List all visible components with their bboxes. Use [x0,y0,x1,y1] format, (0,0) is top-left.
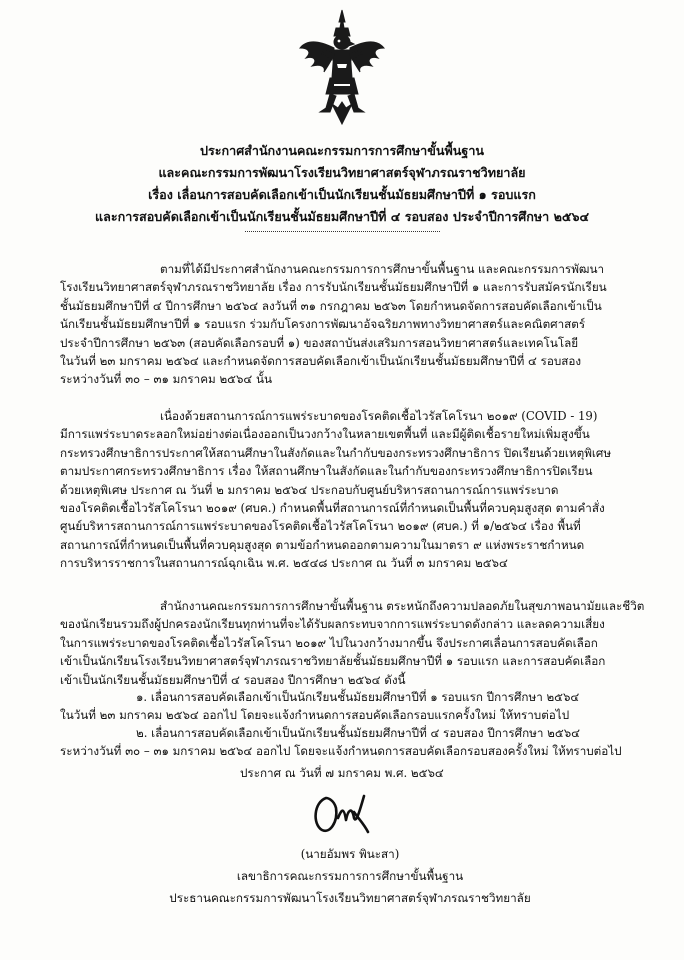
paragraph-line: ระหว่างวันที่ ๓๐ – ๓๑ มกราคม ๒๕๖๔ ออกไป โดยจะแจ้งกำหนดการสอบคัดเลือกรอบสองครั้งใหม่ ให้ทราบต่อไป [60,744,622,759]
paragraph-line: ระหว่างวันที่ ๓๐ – ๓๑ มกราคม ๒๕๖๔ นั้น [60,372,272,387]
paragraph-line: ของนักเรียนรวมถึงผู้ปกครองนักเรียนทุกท่านที่จะได้รับผลกระทบจากการแพร่ระบาดดังกล่าว และลดความเสี่ยง [60,617,605,632]
paragraph-line: ในวันที่ ๒๓ มกราคม ๒๕๖๔ และกำหนดจัดการสอบคัดเลือกเข้าเป็นนักเรียนชั้นมัธยมศึกษาปีที่ ๔ รอบสอง [60,354,582,369]
announcement-title [40,140,644,228]
paragraph-line: สถานการณ์ที่กำหนดเป็นพื้นที่ควบคุมสูงสุด ตามข้อกำหนดออกตามความในมาตรา ๙ แห่งพระราชกำหนด [60,537,585,552]
paragraph-line: ของโรคติดเชื้อไวรัสโคโรนา ๒๐๑๙ (ศบค.) กำหนดพื้นที่สถานการณ์ที่กำหนดเป็นพื้นที่ควบคุมสูงสุด ตามคำสั่ง [60,501,605,516]
paragraph-line: ศูนย์บริหารสถานการณ์การแพร่ระบาดของโรคติดเชื้อไวรัสโคโรนา ๒๐๑๙ (ศบค.) ที่ ๑/๒๕๖๔ เรื่อง พื้นที่ [60,519,581,534]
paragraph-line: โรงเรียนวิทยาศาสตร์จุฬาภรณราชวิทยาลัย เรื่อง การรับนักเรียนชั้นมัธยมศึกษาปีที่ ๑ และการรับสมัครนักเรียน [60,280,607,295]
paragraph-line: ๒. เลื่อนการสอบคัดเลือกเข้าเป็นนักเรียนชั้นมัธยมศึกษาปีที่ ๔ รอบสอง ปีการศึกษา ๒๕๖๔ [136,726,580,740]
title-line-2: และคณะกรรมการพัฒนาโรงเรียนวิทยาศาสตร์จุฬาภรณราชวิทยาลัย [158,165,526,180]
signatory-name: (นายอัมพร พินะสา) [300,847,400,861]
paragraph-line: มีการแพร่ระบาดระลอกใหม่อย่างต่อเนื่องออกเป็นวงกว้างในหลายเขตพื้นที่ และมีผู้ติดเชื้อรายใหม่เพิ่มสูงขึ้น [60,427,590,442]
paragraph-line: เข้าเป็นนักเรียนโรงเรียนวิทยาศาสตร์จุฬาภรณราชวิทยาลัยชั้นมัธยมศึกษาปีที่ ๑ รอบแรก และการสอบคัดเลือก [60,654,606,669]
paragraph-line: การบริหารราชการในสถานการณ์ฉุกเฉิน พ.ศ. ๒๕๔๘ ประกาศ ณ วันที่ ๓ มกราคม ๒๕๖๔ [60,556,508,571]
signatory-position: เลขาธิการคณะกรรมการการศึกษาขั้นพื้นฐาน [236,869,464,883]
paragraph-line: ตามประกาศกระทรวงศึกษาธิการ เรื่อง ให้สถานศึกษาในสังกัดและในกำกับของกระทรวงศึกษาธิการปิดเรียน [60,464,593,479]
title-line-4: และการสอบคัดเลือกเข้าเป็นนักเรียนชั้นมัธยมศึกษาปีที่ ๔ รอบสอง ประจำปีการศึกษา ๒๕๖๔ [95,209,589,224]
announcement-date: ประกาศ ณ วันที่ ๗ มกราคม พ.ศ. ๒๕๖๔ [240,766,444,780]
handwritten-signature [308,790,372,840]
paragraph-line: ประจำปีการศึกษา ๒๕๖๓ (สอบคัดเลือกรอบที่ ๑) ของสถาบันส่งเสริมการสอนวิทยาศาสตร์และเทคโนโลยี [60,335,579,350]
paragraph-line: ด้วยเหตุพิเศษ ประกาศ ณ วันที่ ๒ มกราคม ๒๕๖๔ ประกอบกับศูนย์บริหารสถานการณ์การแพร่ระบาด [60,482,559,497]
paragraph-line: ในการแพร่ระบาดของโรคติดเชื้อไวรัสโคโรนา ๒๐๑๙ ไปในวงกว้างมากขึ้น จึงประกาศเลื่อนการสอบคัดเลือก [60,635,598,650]
paragraph-line: เข้าเป็นนักเรียนชั้นมัธยมศึกษาปีที่ ๔ รอบสอง ปีการศึกษา ๒๕๖๔ ดังนี้ [60,672,406,687]
paragraph-decision [60,597,645,689]
paragraph-line: ๑. เลื่อนการสอบคัดเลือกเข้าเป็นนักเรียนชั้นมัธยมศึกษาปีที่ ๑ รอบแรก ปีการศึกษา ๒๕๖๔ [136,690,580,704]
list-item-postpone-m1 [60,688,620,725]
paragraph-line: นักเรียนชั้นมัธยมศึกษาปีที่ ๑ รอบแรก ร่วมกับโครงการพัฒนาอัจฉริยภาพทางวิทยาศาสตร์และคณิตศาสตร์ [60,317,586,332]
paragraph-background [60,260,620,389]
paragraph-line: ชั้นมัธยมศึกษาปีที่ ๔ ปีการศึกษา ๒๕๖๔ ลงวันที่ ๓๑ กรกฎาคม ๒๕๖๓ โดยกำหนดจัดการสอบคัดเลือกเข้าเป็น [60,298,602,313]
paragraph-covid-situation [60,407,620,573]
signatory-block [100,843,600,909]
signatory-position: ประธานคณะกรรมการพัฒนาโรงเรียนวิทยาศาสตร์จุฬาภรณราชวิทยาลัย [169,891,531,905]
garuda-emblem-icon [296,8,388,128]
paragraph-line: สำนักงานคณะกรรมการการศึกษาขั้นพื้นฐาน ตระหนักถึงความปลอดภัยในสุขภาพอนามัยและชีวิต [160,599,645,613]
paragraph-line: ตามที่ได้มีประกาศสำนักงานคณะกรรมการการศึกษาขั้นพื้นฐาน และคณะกรรมการพัฒนา [160,262,605,276]
dotted-divider [245,231,440,232]
title-line-1: ประกาศสำนักงานคณะกรรมการการศึกษาขั้นพื้นฐาน [199,143,485,158]
title-line-3: เรื่อง เลื่อนการสอบคัดเลือกเข้าเป็นนักเรียนชั้นมัธยมศึกษาปีที่ ๑ รอบแรก [148,187,536,202]
paragraph-line: เนื่องด้วยสถานการณ์การแพร่ระบาดของโรคติดเชื้อไวรัสโคโรนา ๒๐๑๙ (COVID - 19) [160,409,598,423]
list-item-postpone-m4 [60,724,620,761]
paragraph-line: กระทรวงศึกษาธิการประกาศให้สถานศึกษาในสังกัดและในกำกับของกระทรวงศึกษาธิการ ปิดเรียนด้วยเหตุพิเศษ [60,445,612,460]
paragraph-line: ในวันที่ ๒๓ มกราคม ๒๕๖๔ ออกไป โดยจะแจ้งกำหนดการสอบคัดเลือกรอบแรกครั้งใหม่ ให้ทราบต่อไป [60,708,570,723]
